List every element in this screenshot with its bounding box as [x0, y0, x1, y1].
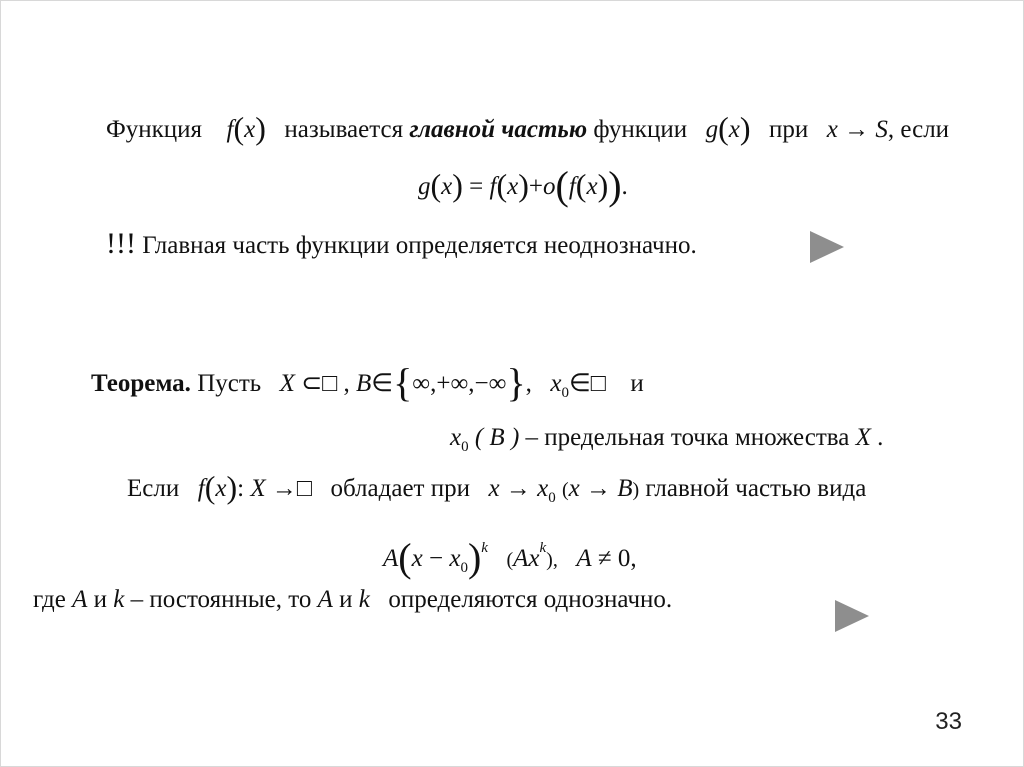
f2-comma: ,	[630, 545, 637, 572]
if-x0-sub: 0	[548, 490, 556, 506]
if-x0: x	[537, 475, 549, 502]
f1-x: x	[441, 173, 453, 200]
word-function: Функция	[106, 116, 203, 143]
var-x-3: x	[826, 116, 838, 143]
word-let: Пусть	[197, 370, 262, 397]
note-line	[106, 229, 697, 261]
word-called: называется	[284, 116, 404, 143]
th-comma-2: ,	[525, 370, 532, 397]
formula-2: $A(x - x_0)^k$ (Ax$^k$), A ≠ 0,	[383, 535, 637, 580]
c-k2: k	[358, 586, 370, 613]
if-x: x	[215, 475, 227, 502]
th-X: X	[279, 370, 295, 397]
term-main-part: главной частью	[409, 116, 588, 143]
var-S: S	[875, 116, 888, 143]
f1-dot: .	[621, 173, 628, 200]
c-k: k	[113, 586, 125, 613]
f1-eq: =	[469, 173, 484, 200]
c-where: где	[33, 586, 66, 613]
th-box: □	[322, 370, 338, 397]
lp-text: – предельная точка множества	[525, 424, 850, 451]
if-line: Если f(x): X →□ обладает при $x \to x_0$ (x → B) главной частью вида	[127, 469, 867, 506]
var-g: g	[705, 116, 719, 143]
if-main-part-form: главной частью вида	[645, 475, 867, 502]
c-unique: определяются однозначно.	[388, 586, 673, 613]
th-subset: ⊂	[301, 370, 323, 397]
page-number: 33	[935, 708, 962, 735]
c-A2: A	[317, 586, 333, 613]
f2-neq: ≠	[597, 545, 612, 572]
th-in: ∈	[371, 370, 394, 397]
c-A: A	[72, 586, 88, 613]
word-if: , если	[887, 116, 950, 143]
th-in-2: ∈	[569, 370, 591, 397]
conclusion-line	[33, 585, 672, 615]
if-B: x → B	[568, 475, 633, 502]
th-x0-sub: 0	[561, 385, 570, 401]
note-exclaim: !!!	[106, 227, 136, 260]
lp-x0: x	[450, 424, 462, 451]
var-x-2: x	[728, 116, 740, 143]
f2-Ax: Ax	[513, 545, 540, 572]
lp-X: X	[855, 424, 871, 451]
if-f: f	[197, 475, 205, 502]
f2-Ax-k: k	[539, 540, 547, 556]
f1-plus: +	[528, 173, 544, 200]
th-set: ∞,+∞,−∞	[412, 370, 507, 397]
if-to-2: →	[505, 475, 531, 502]
note-text: Главная часть функции определяется неоднозначно.	[142, 232, 697, 259]
f1-x2: x	[507, 173, 519, 200]
theorem-label: Теорема.	[91, 370, 191, 397]
if-has: обладает при	[330, 475, 470, 502]
limit-point-line	[450, 423, 883, 462]
th-and: и	[630, 370, 644, 397]
f1-o: o	[543, 173, 556, 200]
f2-x: x	[411, 545, 423, 572]
th-B: B	[356, 370, 372, 397]
f1-g: g	[418, 173, 431, 200]
lp-B: ( B )	[474, 424, 520, 451]
next-arrow-icon[interactable]	[810, 231, 844, 263]
theorem-line: Теорема. Пусть X ⊂□ , B∈{∞,+∞,−∞}, $x_0\in□$ и	[91, 360, 644, 405]
if-box: □	[296, 475, 312, 502]
f2-x0-sub: 0	[460, 560, 468, 576]
arrow-symbol: →	[844, 116, 870, 143]
if-X: X	[250, 475, 266, 502]
word-at: при	[769, 116, 809, 143]
lp-dot: .	[877, 424, 884, 451]
f1-f2: f	[568, 173, 576, 200]
f2-A2: A	[576, 545, 592, 572]
th-box-2: □	[590, 370, 606, 397]
f2-minus: −	[428, 545, 444, 572]
formula-1: g(x) = f(x)+o(f(x)).	[418, 163, 628, 208]
if-xvar: x	[488, 475, 500, 502]
th-comma: ,	[343, 370, 350, 397]
f1-x3: x	[586, 173, 598, 200]
word-of-function: функции	[593, 116, 688, 143]
definition-line: Функция f(x) называется главной частью функции g(x) при x → S, если	[106, 110, 950, 146]
f2-k: k	[481, 540, 488, 556]
lp-x0-sub: 0	[461, 439, 469, 455]
c-and2: и	[339, 586, 353, 613]
f2-A: A	[383, 545, 399, 572]
var-x: x	[244, 116, 256, 143]
f2-x0: x	[449, 545, 461, 572]
next-arrow-icon-2[interactable]	[835, 600, 869, 632]
th-x0: x	[550, 370, 562, 397]
f2-zero: 0	[617, 545, 631, 572]
if-word: Если	[127, 475, 180, 502]
f1-f: f	[489, 173, 497, 200]
c-constants: – постоянные, то	[130, 586, 312, 613]
if-colon: :	[237, 475, 245, 502]
c-and: и	[93, 586, 107, 613]
var-f: f	[226, 116, 234, 143]
if-to: →	[271, 475, 297, 502]
